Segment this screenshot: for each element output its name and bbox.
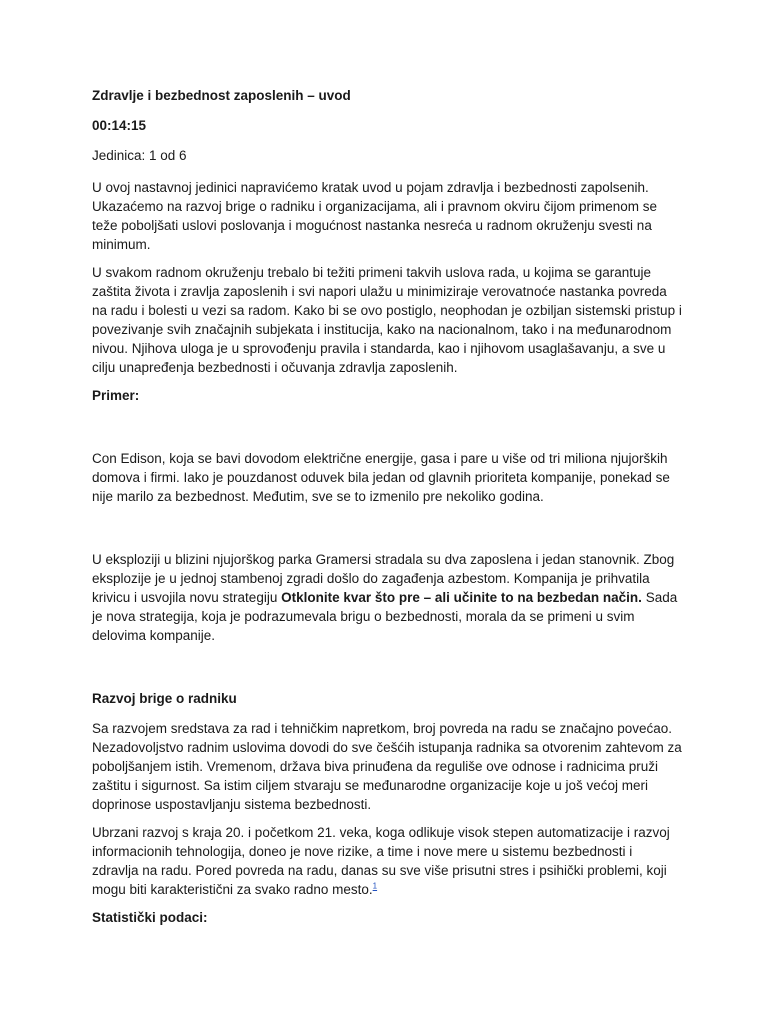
example-paragraph-2-start: U eksploziji u blizini njujorškog parka Gramersi stradala su dva zaposlena i jedan stanovnik. Zbog eksplozije je u jednoj stambenoj zgradi došlo do zagađenja azbestom. Kompanija je prihvatila krivicu i usvojila novu strategiju (92, 552, 675, 605)
example-paragraph-2 (92, 550, 682, 645)
section-paragraph-2-text: Ubrzani razvoj s kraja 20. i početkom 21. veka, koga odlikuje visok stepen automatizacije i razvoj informacionih tehnologija, doneo je nove rizike, a time i nove mere u sistemu bezbednosti i zdravlja na radu. Pored povreda na radu, danas su sve više prisutni stres i psihički problemi, koji mogu biti karakteristični za svako radno mesto. (92, 825, 670, 897)
spacer (92, 416, 682, 449)
intro-paragraph-1: U ovoj nastavnoj jedinici napravićemo kratak uvod u pojam zdravlja i bezbednosti zapolsenih. Ukazaćemo na razvoj brige o radniku i organizacijama, ali i pravnom okviru čijom primenom se teže poboljšati uslovi poslovanja i mogućnost nastanka nesreća u radnom okruženju svesti na minimum. (92, 180, 657, 252)
unit-indicator: Jedinica: 1 od 6 (92, 148, 187, 163)
section-paragraph-1: Sa razvojem sredstava za rad i tehničkim napretkom, broj povreda na radu se značajno povećao. Nezadovoljstvo radnim uslovima dovodi do sve češćih istupanja radnika sa otvorenim zahtevom za poboljšanjem istih. Vremenom, država biva prinuđena da reguliše ove odnose i radnicima pruži zaštitu i sigurnost. Sa istim ciljem stvaraju se međunarodne organizacije koje u još većoj meri doprinose uspostavljanju sistema bezbednosti. (92, 721, 682, 812)
spacer (92, 515, 682, 550)
example-paragraph-1: Con Edison, koja se bavi dovodom električne energije, gasa i pare u više od tri miliona njujorških domova i firmi. Iako je pouzdanost oduvek bila jedan od glavnih prioriteta kompanije, ponekad se nije marilo za bezbednost. Međutim, sve se to izmenilo pre nekoliko godina. (92, 451, 670, 504)
section-paragraph-2 (92, 823, 682, 899)
intro-paragraph-2: U svakom radnom okruženju trebalo bi težiti primeni takvih uslova rada, u kojima se garantuje zaštita života i zravlja zaposlenih i svi napori ulažu u minimiziraje verovatnoće nastanka povreda na radu i bolesti u vezi sa radom. Kako bi se ovo postiglo, neophodan je ozbiljan sistemski pristup i povezivanje svih značajnih subjekata i institucija, kako na nacionalnom, tako i na međunarodnom nivou. Njihova uloga je u sprovođenju pravila i standarda, kao i njihovom usaglašavanju, a sve u cilju unapređenja bezbednosti i očuvanja zdravlja zaposlenih. (92, 265, 682, 375)
example-paragraph-2-end: Sada je nova strategija, koja je podrazumevala brigu o bezbednosti, morala da se primeni u svim delovima kompanije. (92, 590, 678, 643)
spacer (92, 654, 682, 689)
section-heading-worker-care: Razvoj brige o radniku (92, 691, 237, 706)
example-heading: Primer: (92, 388, 140, 403)
duration-label: 00:14:15 (92, 118, 147, 133)
footnote-link[interactable]: 1 (372, 881, 378, 891)
strategy-slogan: Otklonite kvar što pre – ali učinite to na bezbedan način. (281, 590, 642, 605)
document-body (92, 86, 682, 938)
document-title: Zdravlje i bezbednost zaposlenih – uvod (92, 88, 351, 103)
statistics-heading: Statistički podaci: (92, 910, 208, 925)
